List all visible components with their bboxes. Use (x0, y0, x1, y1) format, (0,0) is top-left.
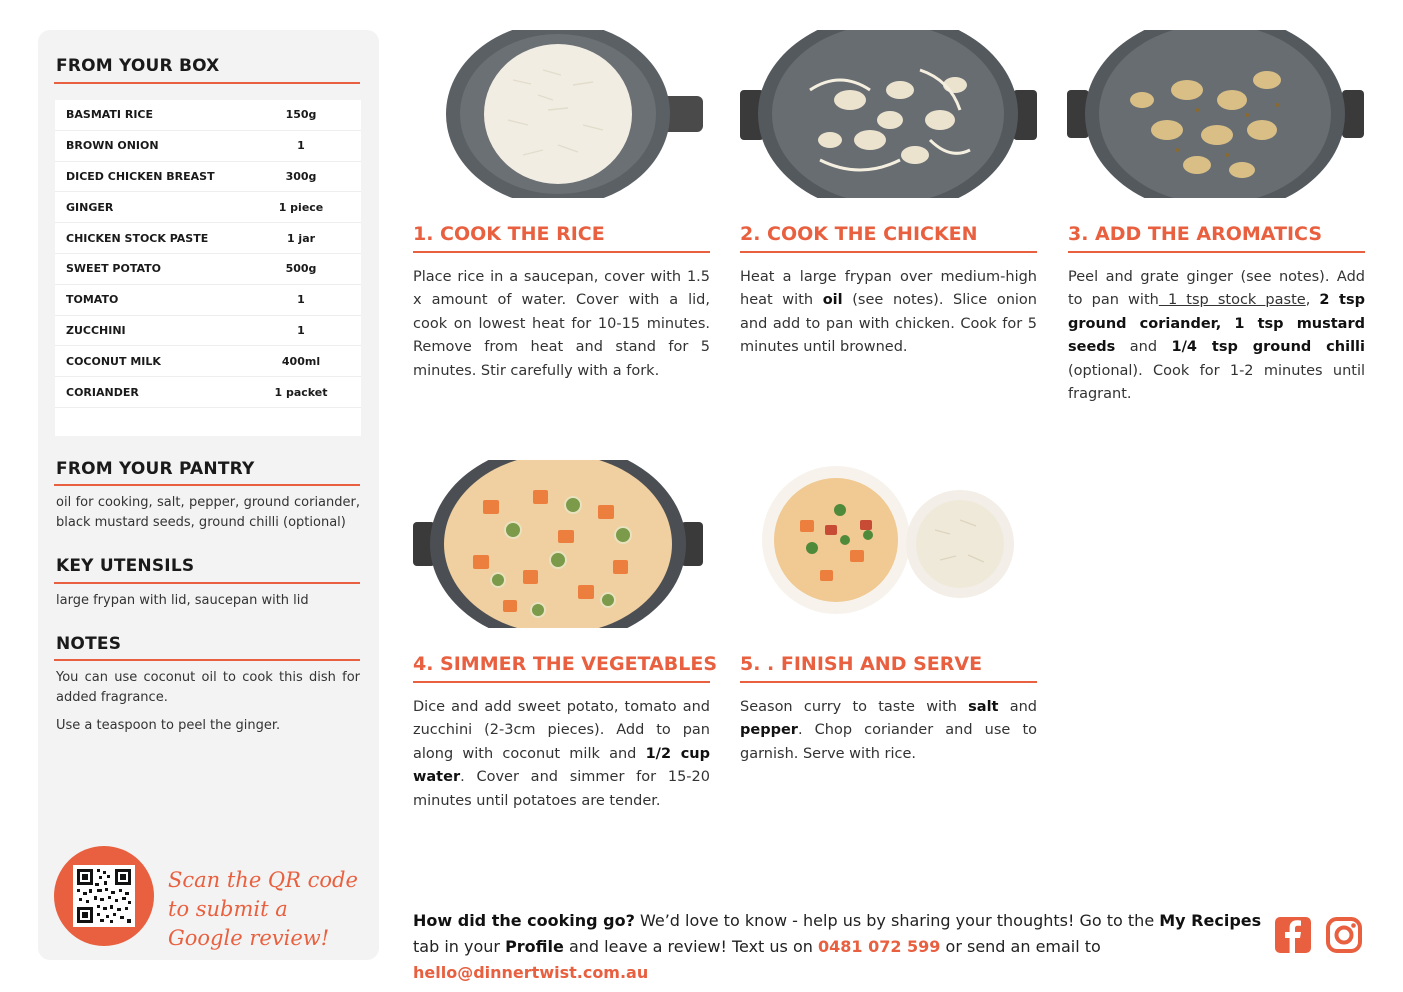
text-run: and (1115, 339, 1172, 356)
contact-link[interactable]: 0481 072 599 (817, 937, 941, 956)
ingredient-row (55, 346, 361, 377)
box-title: FROM YOUR BOX (56, 56, 220, 76)
utensils-title-rule (54, 582, 360, 584)
ingredient-name: CHICKEN STOCK PASTE (66, 231, 209, 245)
text-run: We’d love to know - help us by sharing your thoughts! Go to the (634, 911, 1160, 930)
step-5-body (740, 696, 1037, 766)
ingredient-quantity: 400ml (281, 354, 321, 368)
ingredient-row (55, 377, 361, 408)
ingredient-name: ZUCCHINI (66, 323, 126, 337)
ingredient-quantity: 1 packet (274, 385, 328, 399)
contact-link[interactable]: hello@dinnertwist.com.au (413, 963, 649, 982)
instagram-icon[interactable] (1325, 916, 1363, 954)
pantry-text: oil for cooking, salt, pepper, ground coriander, black mustard seeds, ground chilli (optional) (56, 495, 360, 530)
text-run: Season curry to taste with (740, 699, 969, 715)
underlined-run: 1 tsp stock paste (1158, 292, 1306, 309)
ingredient-name: SWEET POTATO (66, 262, 161, 276)
step-3-body (1068, 266, 1365, 406)
text-run: and (998, 699, 1037, 715)
step-4-image (413, 460, 703, 628)
text-run: . Chop coriander and use to garnish. Serve with rice. (740, 722, 1037, 762)
ingredient-name: TOMATO (66, 293, 119, 307)
pantry-title: FROM YOUR PANTRY (56, 459, 255, 479)
ingredient-name: CORIANDER (66, 385, 139, 399)
text-run: or send an email to (940, 937, 1101, 956)
bold-run: My Recipes (1159, 911, 1262, 930)
feedback-footer (413, 908, 1263, 986)
text-run: . Cover and simmer for 15-20 minutes until potatoes are tender. (413, 769, 710, 809)
ingredient-row (55, 285, 361, 316)
ingredient-row (55, 223, 361, 254)
step-4-body (413, 696, 710, 813)
bold-run: Profile (505, 937, 564, 956)
facebook-icon[interactable] (1274, 916, 1312, 954)
step-2-title: 2. COOK THE CHICKEN (740, 223, 1037, 253)
ingredient-row (55, 316, 361, 347)
bold-run: oil (822, 292, 843, 309)
ingredient-name: BASMATI RICE (66, 108, 154, 122)
step-5-title: 5. . FINISH AND SERVE (740, 653, 1037, 683)
ingredient-row (55, 131, 361, 162)
text-run: (optional). Cook for 1-2 minutes until fragrant. (1068, 362, 1365, 403)
step-1-image (413, 30, 703, 198)
pantry-title-rule (54, 484, 360, 486)
text-run: and leave a review! Text us on (563, 937, 818, 956)
step-3-image (1067, 30, 1364, 198)
text-run: (see notes). Slice onion and add to pan with chicken. Cook for 5 minutes until browned. (740, 292, 1037, 356)
ingredient-row (55, 254, 361, 285)
qr-badge[interactable] (54, 846, 154, 946)
utensils-text: large frypan with lid, saucepan with lid (56, 593, 309, 608)
box-title-rule (54, 82, 360, 84)
step-4-title: 4. SIMMER THE VEGETABLES (413, 653, 710, 683)
text-run: Peel and grate ginger (see notes). Add to pan with (1068, 269, 1365, 309)
bold-run: 1/4 tsp ground chilli (1171, 339, 1365, 356)
ingredient-quantity: 1 piece (278, 200, 324, 214)
ingredient-name: BROWN ONION (66, 139, 159, 153)
bold-run: salt (968, 699, 999, 715)
ingredient-row (55, 162, 361, 193)
step-5-image (740, 460, 1030, 628)
ingredient-quantity: 1 (297, 293, 305, 307)
utensils-title: KEY UTENSILS (56, 556, 195, 576)
step-2-body (740, 266, 1037, 360)
bold-run: 2 tsp ground coriander, 1 tsp mustard seeds (1068, 292, 1366, 356)
ingredients-table (55, 100, 361, 436)
note-2: Use a teaspoon to peel the ginger. (56, 718, 281, 733)
qr-caption: Scan the QR code to submit a Google review! (168, 868, 358, 950)
ingredient-name: COCONUT MILK (66, 354, 161, 368)
ingredient-name: GINGER (66, 200, 114, 214)
step-1-title: 1. COOK THE RICE (413, 223, 710, 253)
ingredient-name: DICED CHICKEN BREAST (66, 169, 215, 183)
qr-code-icon (73, 865, 135, 927)
ingredient-quantity: 1 (297, 139, 305, 153)
ingredient-quantity: 300g (285, 169, 317, 183)
ingredient-quantity: 1 jar (286, 231, 316, 245)
step-1-body (413, 266, 710, 383)
ingredient-row (55, 100, 361, 131)
ingredient-quantity: 1 (297, 323, 305, 337)
text-run: Heat a large frypan over medium-high heat with (740, 269, 1037, 309)
bold-run: How did the cooking go? (413, 911, 635, 930)
bold-run: pepper (740, 722, 798, 739)
ingredients-sidebar (38, 30, 379, 960)
text-run: , (1305, 292, 1320, 309)
ingredient-quantity: 500g (285, 262, 317, 276)
ingredient-quantity: 150g (285, 108, 317, 122)
text-run: Place rice in a saucepan, cover with 1.5 x amount of water. Cover with a lid, cook on lowest heat for 10-15 minutes. Remove from heat and stand for 5 minutes. Stir carefully with a fork. (413, 269, 710, 379)
ingredient-row (55, 192, 361, 223)
note-1: You can use coconut oil to cook this dish for added fragrance. (56, 670, 360, 705)
notes-title: NOTES (56, 634, 122, 654)
notes-title-rule (54, 659, 360, 661)
bold-run: 1/2 cup water (413, 745, 710, 786)
step-2-image (740, 30, 1037, 198)
text-run: tab in your (413, 937, 506, 956)
text-run: Dice and add sweet potato, tomato and zucchini (2-3cm pieces). Add to pan along with coconut milk and (413, 699, 710, 762)
step-3-title: 3. ADD THE AROMATICS (1068, 223, 1365, 253)
